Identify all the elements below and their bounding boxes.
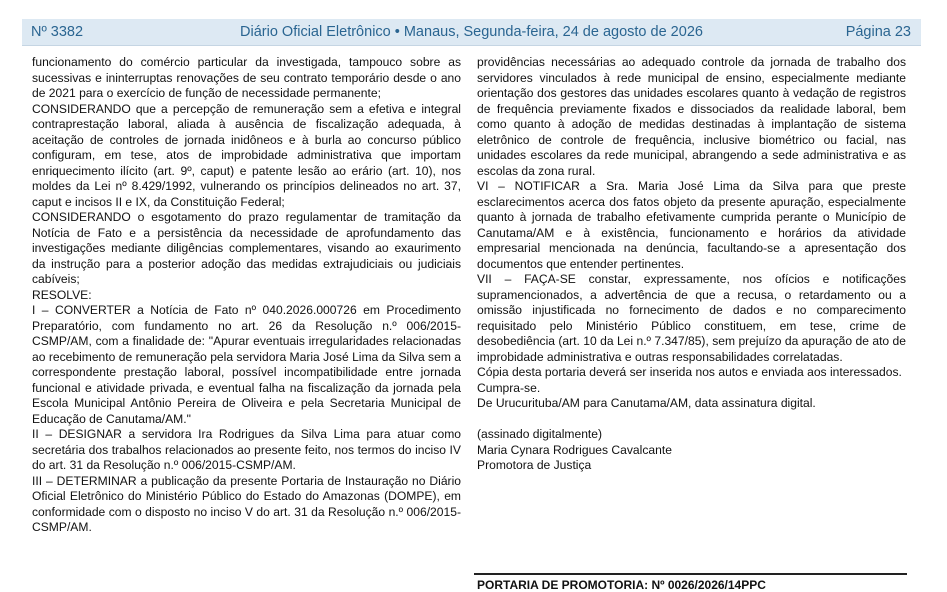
paragraph: II – DESIGNAR a servidora Ira Rodrigues da Silva Lima para atuar como secretária dos trabalhos relacionados ao presente feito, nos termos do inciso IV do art. 31 da Resolução n.º 006/2015-CSMP/AM. [32,427,461,472]
page-number: Página 23 [845,24,911,40]
resolve-heading: RESOLVE: [32,287,92,302]
paragraph: VII – FAÇA-SE constar, expressamente, nos ofícios e notificações supramencionados, a advertência de que a recusa, o retardamento ou a omissão injustificada no fornecimento de dados e no comparecimento requisitado pelo Ministério Público constituem, em tese, crime de desobediência (art. 10 da Lei n.º 7.347/85), sem prejuízo da apuração de ato de improbidade administrativa e outras responsabilidades correlatadas. [477,272,906,364]
issue-number: Nº 3382 [31,24,84,40]
paragraph: CONSIDERANDO que a percepção de remuneração sem a efetiva e integral contraprestação laboral, aliada à ausência de fiscalização adequada, à aceitação de controles de jornada inidôneos e à burla ao concurso público configuram, em tese, atos de improbidade administrativa que importam enriquecimento ilícito (art. 9º, caput) e patente lesão ao erário (art. 10), nos moldes da Lei nº 8.429/1992, vulnerando os princípios delineados no art. 37, caput e incisos II e IX, da Constituição Federal; [32,101,461,209]
page-header [22,19,921,46]
left-column [32,55,461,536]
paragraph: Cópia desta portaria deverá ser inserida nos autos e enviada aos interessados. [477,365,902,379]
signature-note: (assinado digitalmente) [477,427,603,441]
paragraph: VI – NOTIFICAR a Sra. Maria José Lima da Silva para que preste esclarecimentos acerca dos fatos objeto da presente apuração, especialmente quanto à jornada de trabalho efetivamente cumprida perante o Município de Canutama/AM e à existência, funcionamento e horários da atividade empresarial mencionada na denúncia, facultando-se a apresentação dos documentos que entender pertinentes. [477,179,906,271]
section-divider [474,573,907,575]
right-column [477,55,906,474]
paragraph: providências necessárias ao adequado controle da jornada de trabalho dos servidores vinculados à rede municipal de ensino, especialmente mediante orientação dos gestores das unidades escolares quanto à vedação de registros de frequência previamente fixados e dissociados da realidade laboral, bem como quanto à adoção de medidas destinadas à implantação de sistema eletrônico de controle de frequência, inclusive biométrico ou facial, nas unidades escolares da rede municipal, abrangendo a sede administrativa e as escolas da zona rural. [477,55,906,178]
paragraph: I – CONVERTER a Notícia de Fato nº 040.2026.000726 em Procedimento Preparatório, com fundamento no art. 26 da Resolução n.º 006/2015-CSMP/AM, com a finalidade de: "Apurar eventuais irregularidades relacionadas ao recebimento de remuneração pela servidora Maria José Lima da Silva sem a correspondente prestação laboral, possível incompatibilidade entre jornada funcional e atividade privada, e eventual falha na fiscalização da jornada pela Escola Municipal Antônio Pereira de Oliveira e pela Secretaria Municipal de Educação de Canutama/AM." [32,303,461,426]
paragraph: CONSIDERANDO o esgotamento do prazo regulamentar de tramitação da Notícia de Fato e a persistência da necessidade de aprofundamento das investigações mediante diligências complementares, visando ao exaurimento da instrução para a posterior adoção das medidas extrajudiciais ou judiciais cabíveis; [32,210,461,286]
signature-role: Promotora de Justiça [477,458,592,472]
place-date-line: De Urucurituba/AM para Canutama/AM, data assinatura digital. [477,396,816,410]
paragraph: Cumpra-se. [477,380,541,395]
header-title: Diário Oficial Eletrônico • Manaus, Segunda-feira, 24 de agosto de 2026 [240,24,703,40]
spacer [477,412,906,428]
next-section-title: PORTARIA DE PROMOTORIA: Nº 0026/2026/14PPC [477,578,766,592]
paragraph: III – DETERMINAR a publicação da presente Portaria de Instauração no Diário Oficial Eletrônico do Ministério Público do Estado do Amazonas (DOMPE), em conformidade com o disposto no inciso V do art. 31 da Resolução n.º 006/2015-CSMP/AM. [32,473,461,534]
paragraph: funcionamento do comércio particular da investigada, tampouco sobre as sucessivas e ininterruptas renovações de seu contrato temporário desde o ano de 2021 para o exercício de função de necessidade permanente; [32,55,461,100]
signature-name: Maria Cynara Rodrigues Cavalcante [477,442,672,457]
